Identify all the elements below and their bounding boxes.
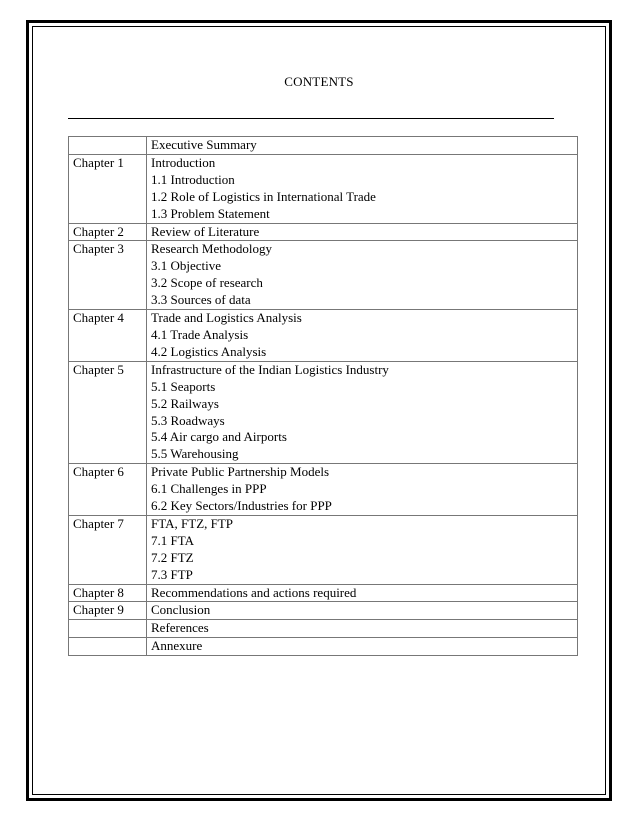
table-row bbox=[69, 584, 578, 602]
section-entry: 3.2 Scope of research bbox=[151, 275, 263, 291]
table-row bbox=[69, 620, 578, 638]
table-row bbox=[69, 638, 578, 656]
section-entry: 6.1 Challenges in PPP bbox=[151, 481, 267, 497]
section-entry: 4.2 Logistics Analysis bbox=[151, 343, 267, 359]
page-title: CONTENTS bbox=[284, 74, 354, 89]
section-entry: 1.3 Problem Statement bbox=[151, 205, 270, 221]
section-entry: 3.3 Sources of data bbox=[151, 292, 251, 308]
table-row bbox=[69, 464, 578, 516]
chapter-label: Chapter 3 bbox=[69, 241, 147, 310]
table-row bbox=[69, 515, 578, 584]
chapter-label bbox=[69, 137, 147, 155]
section-entry: 5.1 Seaports bbox=[151, 378, 216, 394]
chapter-entries bbox=[147, 154, 578, 223]
table-row bbox=[69, 137, 578, 155]
contents-table-body bbox=[69, 137, 578, 656]
chapter-label: Chapter 8 bbox=[69, 584, 147, 602]
chapter-entries bbox=[147, 620, 578, 638]
section-entry: 5.5 Warehousing bbox=[151, 446, 239, 462]
section-entry: 5.3 Roadways bbox=[151, 412, 225, 428]
chapter-entries bbox=[147, 584, 578, 602]
chapter-heading: FTA, FTZ, FTP bbox=[151, 515, 234, 531]
chapter-entries bbox=[147, 464, 578, 516]
chapter-label: Chapter 2 bbox=[69, 223, 147, 241]
chapter-heading: Recommendations and actions required bbox=[151, 584, 357, 600]
chapter-entries bbox=[147, 310, 578, 362]
section-entry: 3.1 Objective bbox=[151, 258, 222, 274]
chapter-label: Chapter 9 bbox=[69, 602, 147, 620]
section-entry: 5.2 Railways bbox=[151, 395, 219, 411]
section-entry: 4.1 Trade Analysis bbox=[151, 326, 249, 342]
chapter-label: Chapter 5 bbox=[69, 361, 147, 463]
chapter-label bbox=[69, 620, 147, 638]
contents-table bbox=[68, 136, 578, 656]
chapter-heading: References bbox=[151, 620, 209, 636]
section-entry: 7.1 FTA bbox=[151, 532, 195, 548]
chapter-heading: Private Public Partnership Models bbox=[151, 464, 330, 480]
chapter-heading: Introduction bbox=[151, 154, 216, 170]
chapter-entries bbox=[147, 515, 578, 584]
chapter-label: Chapter 6 bbox=[69, 464, 147, 516]
chapter-entries bbox=[147, 241, 578, 310]
chapter-entries bbox=[147, 137, 578, 155]
section-entry: 5.4 Air cargo and Airports bbox=[151, 429, 287, 445]
chapter-label: Chapter 7 bbox=[69, 515, 147, 584]
chapter-heading: Research Methodology bbox=[151, 241, 272, 257]
table-row bbox=[69, 310, 578, 362]
section-entry: 1.2 Role of Logistics in International Trade bbox=[151, 188, 376, 204]
chapter-heading: Annexure bbox=[151, 638, 203, 654]
table-row bbox=[69, 602, 578, 620]
chapter-label: Chapter 1 bbox=[69, 154, 147, 223]
section-entry: 7.2 FTZ bbox=[151, 549, 194, 565]
table-row bbox=[69, 223, 578, 241]
section-entry: 6.2 Key Sectors/Industries for PPP bbox=[151, 498, 332, 514]
chapter-entries bbox=[147, 223, 578, 241]
chapter-entries bbox=[147, 638, 578, 656]
chapter-heading: Trade and Logistics Analysis bbox=[151, 310, 302, 326]
chapter-label bbox=[69, 638, 147, 656]
chapter-heading: Review of Literature bbox=[151, 223, 260, 239]
chapter-heading: Conclusion bbox=[151, 602, 211, 618]
chapter-heading: Executive Summary bbox=[151, 137, 257, 152]
chapter-entries bbox=[147, 361, 578, 463]
chapter-heading: Infrastructure of the Indian Logistics Industry bbox=[151, 361, 389, 377]
chapter-entries bbox=[147, 602, 578, 620]
table-row bbox=[69, 154, 578, 223]
chapter-label: Chapter 4 bbox=[69, 310, 147, 362]
table-row bbox=[69, 241, 578, 310]
title-underline bbox=[68, 118, 554, 119]
section-entry: 1.1 Introduction bbox=[151, 171, 235, 187]
table-row bbox=[69, 361, 578, 463]
section-entry: 7.3 FTP bbox=[151, 566, 193, 582]
